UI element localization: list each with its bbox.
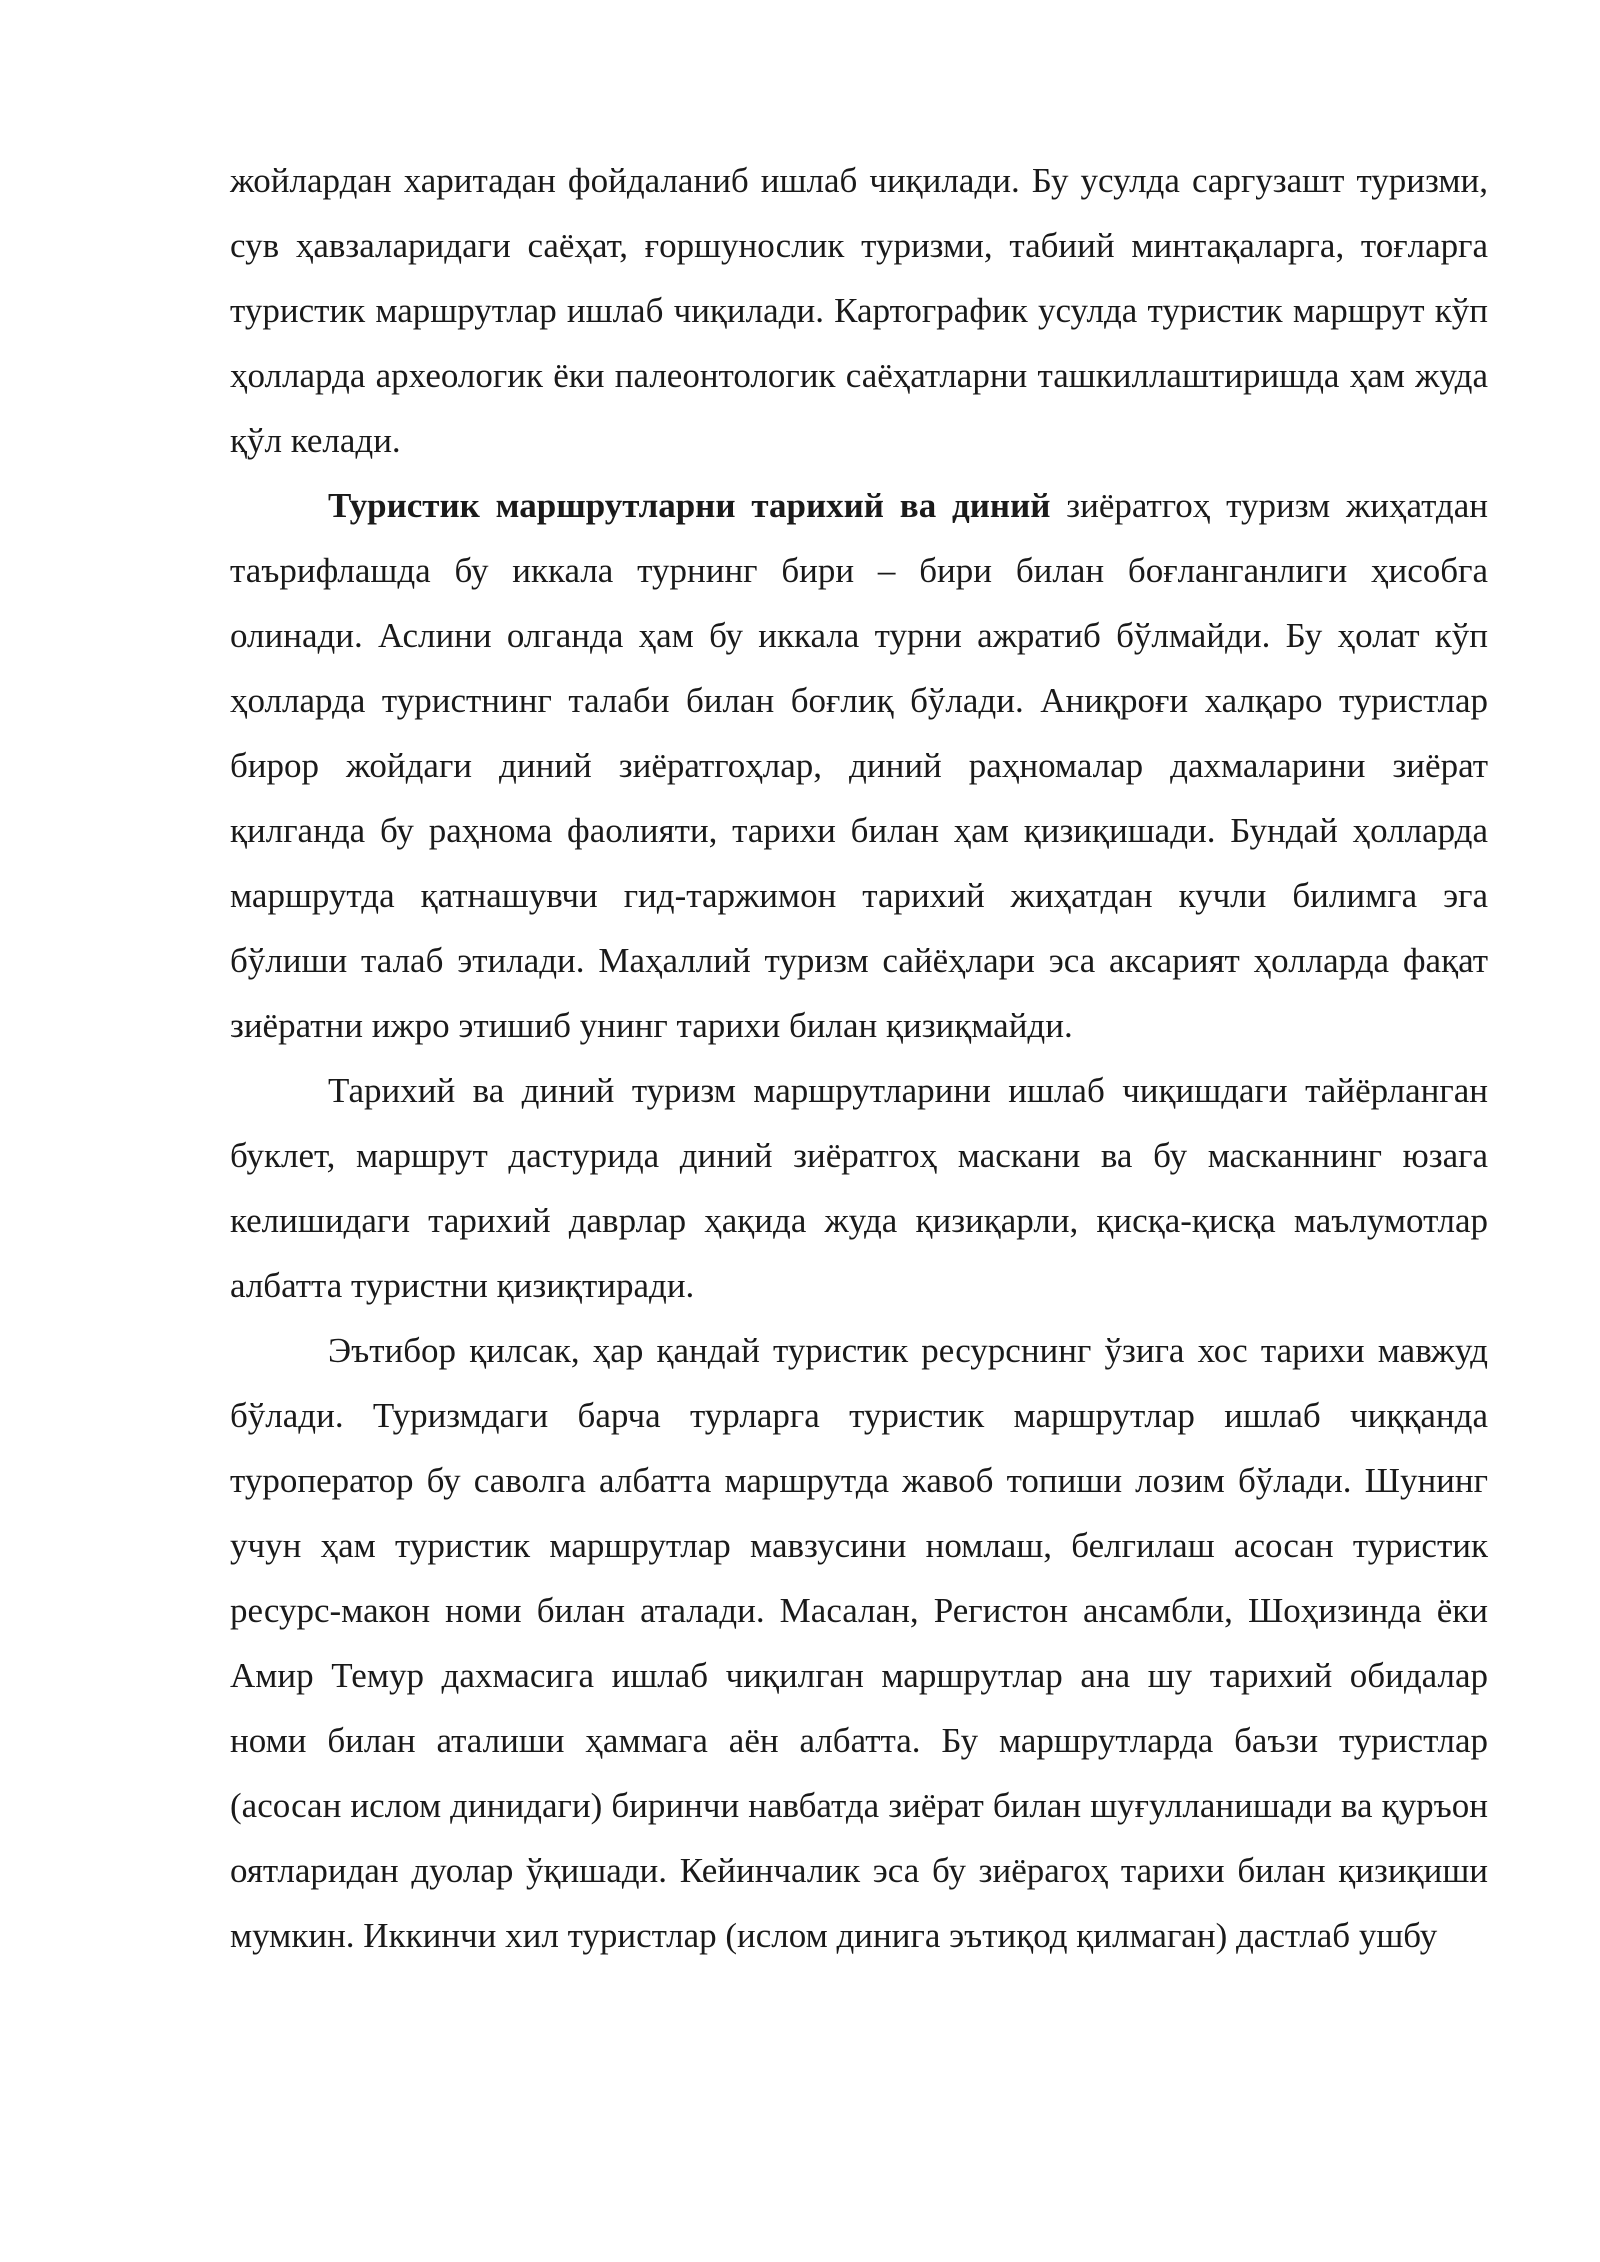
document-page bbox=[230, 148, 1488, 1968]
paragraph-text: Эътибор қилсак, ҳар қандай туристик ресурснинг ўзига хос тарихи мавжуд бўлади. Туризмдаги барча турларга туристик маршрутлар ишлаб чиққанда туроператор бу саволга албатта маршрутда жавоб топиши лозим бўлади. Шунинг учун ҳам туристик маршрутлар мавзусини номлаш, белгилаш асосан туристик ресурс-макон номи билан аталади. Масалан, Регистон ансамбли, Шоҳизинда ёки Амир Темур дахмасига ишлаб чиқилган маршрутлар ана шу тарихий обидалар номи билан аталиши ҳаммага аён албатта. Бу маршрутларда баъзи туристлар (асосан ислом динидаги) биринчи навбатда зиёрат билан шуғулланишади ва қуръон оятларидан дуолар ўқишади. Кейинчалик эса бу зиёрагоҳ тарихи билан қизиқиши мумкин. Иккинчи хил туристлар (ислом динига эътиқод қилмаган) дастлаб ушбу bbox=[230, 1331, 1488, 1955]
paragraph-text: зиёратгоҳ туризм жиҳатдан таърифлашда бу иккала турнинг бири – бири билан боғланганлиги ҳисобга олинади. Аслини олганда ҳам бу иккала турни ажратиб бўлмайди. Бу ҳолат кўп ҳолларда туристнинг талаби билан боғлиқ бўлади. Аниқроғи халқаро туристлар бирор жойдаги диний зиёратгоҳлар, диний раҳномалар дахмаларини зиёрат қилганда бу раҳнома фаолияти, тарихи билан ҳам қизиқишади. Бундай ҳолларда маршрутда қатнашувчи гид-таржимон тарихий жиҳатдан кучли билимга эга бўлиши талаб этилади. Маҳаллий туризм сайёҳлари эса аксарият ҳолларда фақат зиёратни ижро этишиб унинг тарихи билан қизиқмайди. bbox=[230, 486, 1488, 1045]
paragraph-text: жойлардан харитадан фойдаланиб ишлаб чиқилади. Бу усулда саргузашт туризми, сув ҳавзаларидаги саёҳат, ғоршунослик туризми, табиий минтақаларга, тоғларга туристик маршрутлар ишлаб чиқилади. Картографик усулда туристик маршрут кўп ҳолларда археологик ёки палеонтологик саёҳатларни ташкиллаштиришда ҳам жуда қўл келади. bbox=[230, 161, 1488, 460]
paragraph-booklet bbox=[230, 1058, 1488, 1318]
paragraph-historical-religious-routes bbox=[230, 473, 1488, 1058]
paragraph-resource-history bbox=[230, 1318, 1488, 1968]
paragraph-bold-lead: Туристик маршрутларни тарихий ва диний bbox=[328, 486, 1051, 525]
paragraph-text: Тарихий ва диний туризм маршрутларини ишлаб чиқишдаги тайёрланган буклет, маршрут дастурида диний зиёратгоҳ маскани ва бу масканнинг юзага келишидаги тарихий даврлар ҳақида жуда қизиқарли, қисқа-қисқа маълумотлар албатта туристни қизиқтиради. bbox=[230, 1071, 1488, 1305]
paragraph-cartographic-method bbox=[230, 148, 1488, 473]
